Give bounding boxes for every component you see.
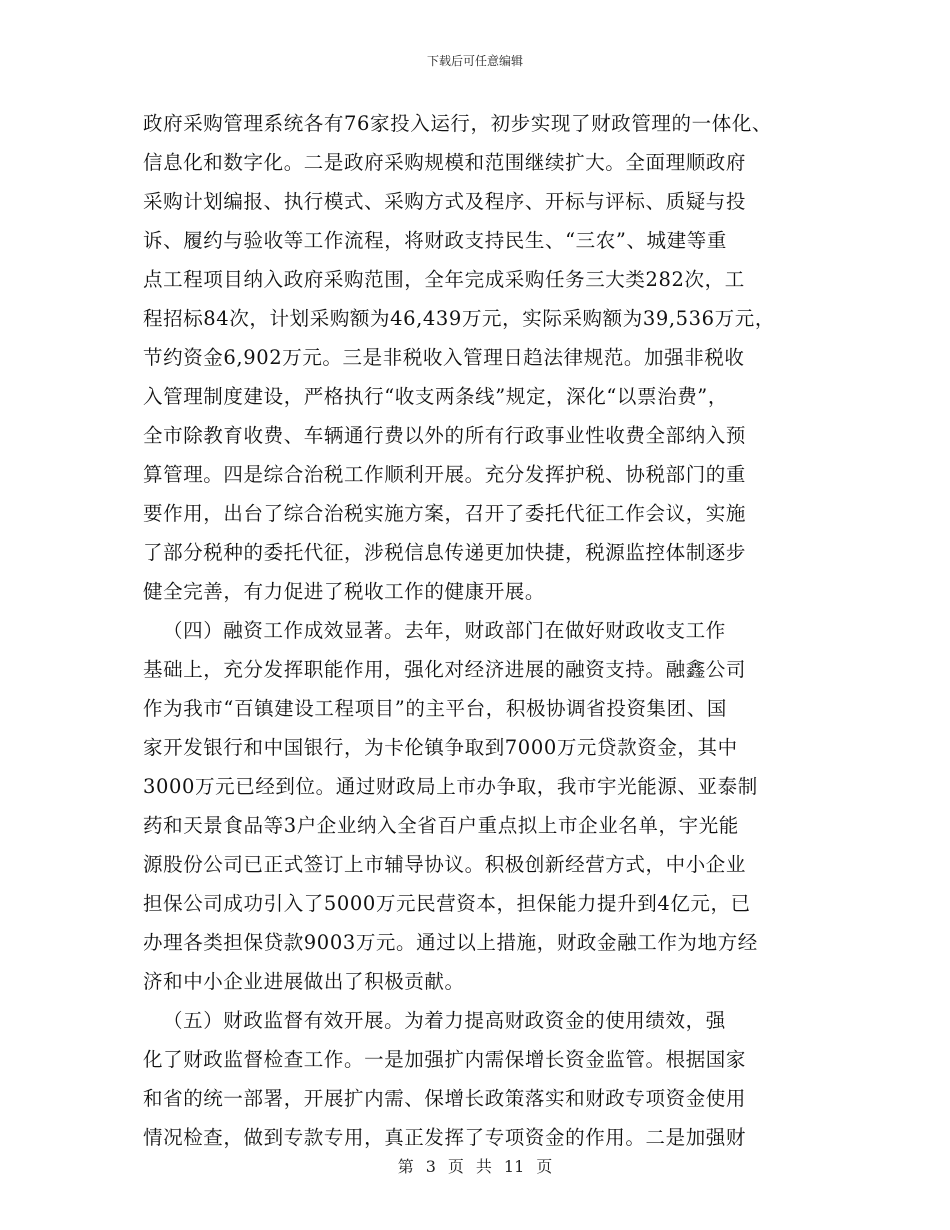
text-line: 基础上，充分发挥职能作用，强化对经济进展的融资支持。融鑫公司 xyxy=(143,658,747,681)
page-header: 下载后可任意编辑 xyxy=(426,54,523,68)
text-line: 信息化和数字化。二是政府采购规模和范围继续扩大。全面理顺政府 xyxy=(143,151,747,174)
page-footer xyxy=(0,1157,950,1177)
text-line: 3000万元已经到位。通过财政局上市办争取，我市宇光能源、亚泰制 xyxy=(143,775,758,798)
text-line: 健全完善，有力促进了税收工作的健康开展。 xyxy=(143,580,546,603)
text-line: 药和天景食品等3户企业纳入全省百户重点拟上市企业名单，宇光能 xyxy=(143,814,739,837)
footer-total-label: 共 xyxy=(475,1157,492,1176)
text-line: 采购计划编报、执行模式、采购方式及程序、开标与评标、质疑与投 xyxy=(143,190,747,213)
text-line: 点工程项目纳入政府采购范围，全年完成采购任务三大类282次，工 xyxy=(143,268,745,291)
text-line: 办理各类担保贷款9003万元。通过以上措施，财政金融工作为地方经 xyxy=(143,931,758,954)
text-line: 家开发银行和中国银行，为卡伦镇争取到7000万元贷款资金，其中 xyxy=(143,736,738,759)
text-line: 情况检查，做到专款专用，真正发挥了专项资金的作用。二是加强财 xyxy=(143,1126,747,1149)
text-line: 政府采购管理系统各有76家投入运行，初步实现了财政管理的一体化、 xyxy=(143,112,773,135)
text-line: 诉、履约与验收等工作流程，将财政支持民生、“三农”、城建等重 xyxy=(143,229,727,252)
page-number: 3 xyxy=(425,1157,436,1176)
text-line: 化了财政监督检查工作。一是加强扩内需保增长资金监管。根据国家 xyxy=(143,1048,747,1071)
text-line: 源股份公司已正式签订上市辅导协议。积极创新经营方式，中小企业 xyxy=(143,853,747,876)
text-line: 了部分税种的委托代征，涉税信息传递更加快捷，税源监控体制逐步 xyxy=(143,541,747,564)
document-body xyxy=(143,104,823,1157)
footer-prefix: 第 xyxy=(397,1157,414,1176)
footer-page-label: 页 xyxy=(447,1157,464,1176)
text-line: 程招标84次，计划采购额为46,439万元，实际采购额为39,536万元， xyxy=(143,307,775,330)
footer-suffix: 页 xyxy=(536,1157,553,1176)
text-line: 济和中小企业进展做出了积极贡献。 xyxy=(143,970,465,993)
text-line: 和省的统一部署，开展扩内需、保增长政策落实和财政专项资金使用 xyxy=(143,1087,747,1110)
total-pages: 11 xyxy=(503,1157,525,1176)
text-line: 要作用，出台了综合治税实施方案，召开了委托代征工作会议，实施 xyxy=(143,502,747,525)
text-line: 算管理。四是综合治税工作顺利开展。充分发挥护税、协税部门的重 xyxy=(143,463,747,486)
paragraph-start-line: （五）财政监督有效开展。为着力提高财政资金的使用绩效，强 xyxy=(163,1009,726,1032)
text-line: 入管理制度建设，严格执行“收支两条线”规定，深化“以票治费”， xyxy=(143,385,728,408)
text-line: 全市除教育收费、车辆通行费以外的所有行政事业性收费全部纳入预 xyxy=(143,424,747,447)
text-line: 担保公司成功引入了5000万元民营资本，担保能力提升到4亿元，已 xyxy=(143,892,751,915)
text-line: 作为我市“百镇建设工程项目”的主平台，积极协调省投资集团、国 xyxy=(143,697,727,720)
text-line: 节约资金6,902万元。三是非税收入管理日趋法律规范。加强非税收 xyxy=(143,346,745,369)
paragraph-start-line: （四）融资工作成效显著。去年，财政部门在做好财政收支工作 xyxy=(163,619,726,642)
